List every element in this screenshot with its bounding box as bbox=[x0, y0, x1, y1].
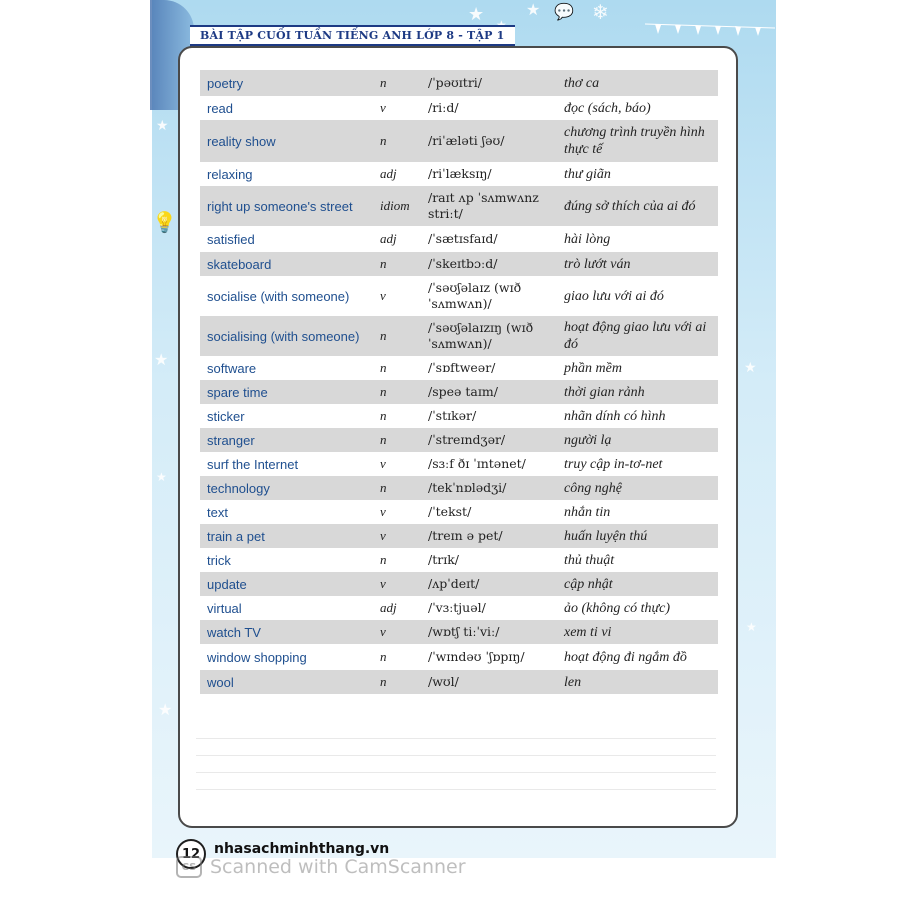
vocab-word: wool bbox=[200, 670, 376, 694]
vocab-word: surf the Internet bbox=[207, 456, 299, 472]
vocab-meaning: len bbox=[560, 670, 718, 694]
vocab-word: right up someone's street bbox=[200, 186, 376, 226]
vocab-word: watch TV bbox=[200, 620, 376, 644]
vocab-pronunciation: /trɪk/ bbox=[428, 552, 459, 567]
vocab-meaning: thơ ca bbox=[560, 70, 718, 96]
header-bar bbox=[190, 24, 515, 46]
vocab-word: update bbox=[200, 572, 376, 596]
vocab-meaning: xem ti vi bbox=[560, 620, 718, 644]
vocab-row bbox=[200, 356, 718, 380]
vocab-row bbox=[200, 524, 718, 548]
star-icon: ★ bbox=[154, 350, 169, 369]
vocab-meaning: huấn luyện thú bbox=[560, 524, 718, 548]
vocab-part-of-speech: n bbox=[376, 70, 424, 96]
vocab-word: sticker bbox=[207, 408, 245, 424]
vocab-pronunciation: /ˈtekst/ bbox=[428, 504, 472, 519]
vocab-part-of-speech: v bbox=[376, 620, 424, 644]
vocab-word: read bbox=[207, 100, 234, 116]
publisher-website: nhasachminhthang.vn bbox=[214, 841, 390, 857]
vocab-row bbox=[200, 120, 718, 162]
vocab-pronunciation: /ˈskeɪtbɔːd/ bbox=[424, 252, 560, 276]
vocab-row bbox=[200, 500, 718, 524]
vocab-meaning: hoạt động đi ngắm đồ bbox=[564, 649, 687, 665]
vocab-row bbox=[200, 162, 718, 186]
vocab-word: trick bbox=[207, 552, 231, 568]
vocab-meaning: đúng sở thích của ai đó bbox=[560, 186, 718, 226]
vocab-pronunciation: /ˈsəʊʃəlaɪz (wɪð ˈsʌmwʌn)/ bbox=[428, 280, 522, 311]
vocab-word: spare time bbox=[200, 380, 376, 404]
star-icon: ★ bbox=[156, 118, 169, 134]
vocab-part-of-speech: n bbox=[376, 316, 424, 356]
vocab-row bbox=[200, 572, 718, 596]
page-number: 12 bbox=[176, 839, 206, 869]
camscanner-logo-icon: CS bbox=[176, 856, 202, 878]
vocab-row bbox=[200, 476, 718, 500]
vocab-part-of-speech: adj bbox=[380, 231, 397, 246]
vocab-pronunciation: /ˈsɒftweər/ bbox=[428, 360, 496, 375]
vocab-row bbox=[200, 252, 718, 276]
vocab-pronunciation: /sɜːf ðɪ ˈɪntənet/ bbox=[428, 456, 526, 471]
vocab-word: reality show bbox=[200, 120, 376, 162]
vocab-pronunciation: /ˈstreɪndʒər/ bbox=[424, 428, 560, 452]
vocab-pronunciation: /ˈwɪndəʊ ˈʃɒpɪŋ/ bbox=[428, 649, 525, 664]
star-icon: ★ bbox=[526, 0, 541, 19]
vocab-pronunciation: /ˈsætɪsfaɪd/ bbox=[428, 231, 498, 246]
vocab-pronunciation: /wʊl/ bbox=[424, 670, 560, 694]
vocab-row bbox=[200, 380, 718, 404]
vocab-pronunciation: /ˈstɪkər/ bbox=[428, 408, 477, 423]
scanner-watermark bbox=[176, 856, 466, 878]
vocab-pronunciation: /ˈvɜːtjuəl/ bbox=[428, 600, 486, 615]
vocab-meaning: thời gian rảnh bbox=[560, 380, 718, 404]
vocab-pronunciation: /speə taɪm/ bbox=[424, 380, 560, 404]
vocab-word: stranger bbox=[200, 428, 376, 452]
vocab-word: relaxing bbox=[207, 166, 253, 182]
vocab-meaning: hoạt động giao lưu với ai đó bbox=[560, 316, 718, 356]
vocab-meaning: giao lưu với ai đó bbox=[564, 288, 664, 304]
vocab-pronunciation: /riˈlæksɪŋ/ bbox=[428, 166, 492, 181]
vocab-pronunciation: /riːd/ bbox=[428, 100, 459, 115]
vocab-part-of-speech: v bbox=[376, 524, 424, 548]
vocab-meaning: truy cập in-tơ-net bbox=[564, 456, 663, 472]
vocab-word: technology bbox=[200, 476, 376, 500]
vocab-meaning: người lạ bbox=[560, 428, 718, 452]
vocab-meaning: trò lướt ván bbox=[560, 252, 718, 276]
vocab-word: software bbox=[207, 360, 257, 376]
star-icon: ★ bbox=[746, 620, 757, 634]
vocab-meaning: cập nhật bbox=[560, 572, 718, 596]
vocab-part-of-speech: n bbox=[376, 380, 424, 404]
vocab-row bbox=[200, 316, 718, 356]
vocab-part-of-speech: v bbox=[380, 288, 386, 303]
vocab-row bbox=[200, 186, 718, 226]
vocab-meaning: hài lòng bbox=[564, 231, 611, 247]
page-header-title: BÀI TẬP CUỐI TUẦN TIẾNG ANH LỚP 8 - TẬP 1 bbox=[190, 25, 515, 46]
vocab-word: socialise (with someone) bbox=[207, 288, 350, 304]
vocab-row bbox=[200, 548, 718, 572]
vocab-word: skateboard bbox=[200, 252, 376, 276]
vocab-pronunciation: /raɪt ʌp ˈsʌmwʌnz striːt/ bbox=[424, 186, 560, 226]
vocab-meaning: nhãn dính có hình bbox=[564, 408, 666, 424]
vocab-row bbox=[200, 620, 718, 644]
vocab-word: virtual bbox=[207, 600, 242, 616]
vocab-pronunciation: /ˈsəʊʃəlaɪzɪŋ (wɪð ˈsʌmwʌn)/ bbox=[424, 316, 560, 356]
vocab-row bbox=[200, 226, 718, 252]
star-icon: ★ bbox=[744, 360, 757, 376]
vocab-row bbox=[200, 276, 718, 316]
vocab-row bbox=[200, 644, 718, 670]
vocab-row bbox=[200, 670, 718, 694]
bleed-through-lines bbox=[196, 722, 716, 812]
chat-bubble-icon: 💬 bbox=[554, 2, 574, 21]
vocab-part-of-speech: adj bbox=[380, 600, 397, 615]
vocab-part-of-speech: n bbox=[376, 476, 424, 500]
vocab-meaning: công nghệ bbox=[560, 476, 718, 500]
lightbulb-icon: 💡 bbox=[152, 210, 177, 234]
vocab-word: poetry bbox=[200, 70, 376, 96]
vocab-pronunciation: /riˈæləti ʃəʊ/ bbox=[424, 120, 560, 162]
vocab-part-of-speech: v bbox=[376, 572, 424, 596]
vocab-part-of-speech: n bbox=[376, 252, 424, 276]
vocab-meaning: đọc (sách, báo) bbox=[564, 100, 651, 116]
vocab-part-of-speech: v bbox=[380, 456, 386, 471]
vocab-row bbox=[200, 428, 718, 452]
vocab-pronunciation: /ʌpˈdeɪt/ bbox=[424, 572, 560, 596]
vocab-part-of-speech: adj bbox=[380, 166, 397, 181]
vocab-word: satisfied bbox=[207, 231, 255, 247]
vocab-part-of-speech: n bbox=[376, 670, 424, 694]
vocab-part-of-speech: n bbox=[376, 120, 424, 162]
star-icon: ★ bbox=[158, 700, 173, 719]
vocab-part-of-speech: n bbox=[380, 649, 387, 664]
vocab-part-of-speech: n bbox=[376, 428, 424, 452]
vocab-row bbox=[200, 596, 718, 620]
vocab-word: socialising (with someone) bbox=[200, 316, 376, 356]
vocab-meaning: thủ thuật bbox=[564, 552, 615, 568]
vocab-row bbox=[200, 70, 718, 96]
star-icon: ★ bbox=[156, 470, 167, 484]
vocab-part-of-speech: n bbox=[380, 552, 387, 567]
vocab-part-of-speech: v bbox=[380, 504, 386, 519]
snowflake-icon: ❄ bbox=[592, 0, 609, 24]
vocab-part-of-speech: n bbox=[380, 360, 387, 375]
vocab-word: window shopping bbox=[207, 649, 307, 665]
vocab-word: train a pet bbox=[200, 524, 376, 548]
vocab-meaning: chương trình truyền hình thực tế bbox=[560, 120, 718, 162]
vocab-pronunciation: /wɒtʃ tiːˈviː/ bbox=[424, 620, 560, 644]
vocab-row bbox=[200, 452, 718, 476]
vocab-pronunciation: /tekˈnɒlədʒi/ bbox=[424, 476, 560, 500]
vocab-part-of-speech: v bbox=[380, 100, 386, 115]
vocab-word: text bbox=[207, 504, 228, 520]
watermark-text: Scanned with CamScanner bbox=[210, 856, 466, 878]
vocab-meaning: thư giãn bbox=[564, 166, 611, 182]
vocabulary-table bbox=[200, 70, 718, 694]
vocab-part-of-speech: idiom bbox=[376, 186, 424, 226]
vocab-row bbox=[200, 96, 718, 120]
vocab-pronunciation: /treɪn ə pet/ bbox=[424, 524, 560, 548]
star-icon: ★ bbox=[468, 4, 485, 25]
vocab-meaning: phần mềm bbox=[564, 360, 622, 376]
vocab-meaning: nhắn tin bbox=[564, 504, 611, 520]
vocab-row bbox=[200, 404, 718, 428]
bunting-decoration bbox=[645, 22, 775, 42]
vocab-pronunciation: /ˈpəʊɪtri/ bbox=[424, 70, 560, 96]
vocab-meaning: ảo (không có thực) bbox=[564, 600, 670, 616]
vocab-part-of-speech: n bbox=[380, 408, 387, 423]
